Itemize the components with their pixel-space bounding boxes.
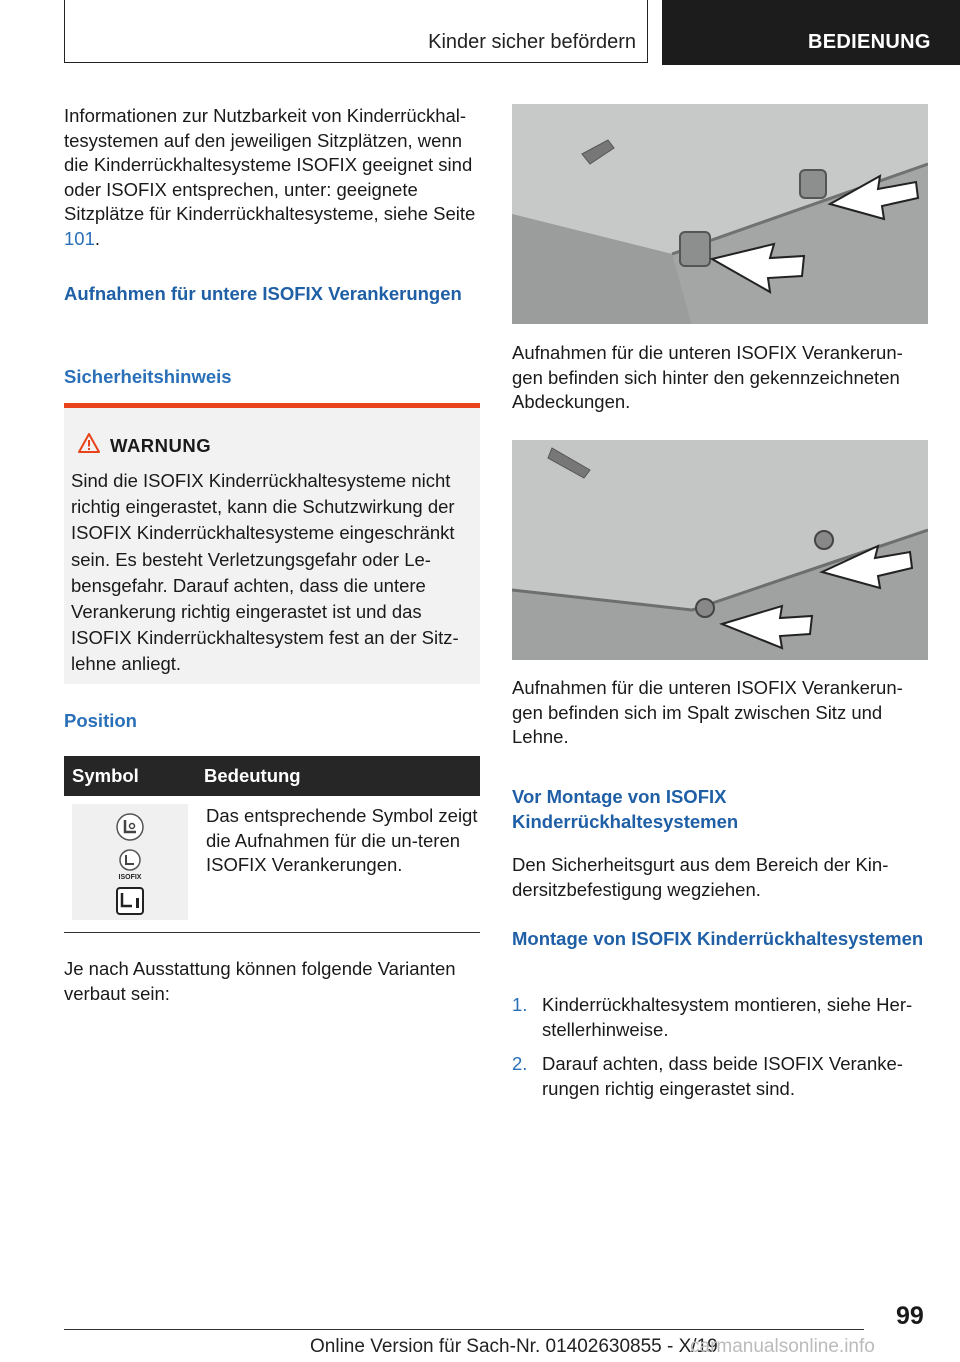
mounting-steps <box>512 993 928 1111</box>
heading-safety-note: Sicherheitshinweis <box>64 366 232 387</box>
isofix-label-icon <box>112 848 148 882</box>
heading-before-mounting: Vor Montage von ISOFIX Kinderrückhaltesystemen <box>512 786 739 832</box>
list-item: 2. Darauf achten, dass beide ISOFIX Veranke-rungen richtig eingerastet sind. <box>512 1053 903 1099</box>
heading-isofix-anchors: Aufnahmen für untere ISOFIX Verankerungen <box>64 283 462 304</box>
col-symbol: Symbol <box>64 756 196 796</box>
heading-mounting: Montage von ISOFIX Kinderrückhaltesystemen <box>512 928 924 949</box>
intro-text: Informationen zur Nutzbarkeit von Kinderrückhal-tesystemen auf den jeweiligen Sitzplätzen, wenn die Kinderrückhaltesysteme ISOFIX geeignet sind oder ISOFIX entsprechen, unter: geeignete Sitzplätze für Kinderrückhaltesysteme, siehe Seite <box>64 105 476 224</box>
chapter-tab <box>662 0 960 65</box>
chapter-tab-label: BEDIENUNG <box>808 31 931 53</box>
photo-seat-gap <box>512 440 928 660</box>
footer-text: Online Version für Sach-Nr. 01402630855 - X/19 <box>310 1336 718 1357</box>
variants-text: Je nach Ausstattung können folgende Varianten verbaut sein: <box>64 958 456 1004</box>
list-item: 1. Kinderrückhaltesystem montieren, siehe Her-stellerhinweise. <box>512 994 913 1040</box>
col-meaning: Bedeutung <box>196 756 480 796</box>
warning-text: Sind die ISOFIX Kinderrückhaltesysteme nicht richtig eingerastet, kann die Schutzwirkung der ISOFIX Kinderrückhaltesysteme eingeschränkt sein. Es besteht Verletzungsgefahr oder Le-bensgefahr. Darauf achten, dass die untere Verankerung richtig eingerastet ist und das ISOFIX Kinderrückhaltesystem fest an der Sitz-lehne anliegt. <box>71 470 459 675</box>
watermark: carmanualsonline.info <box>690 1336 875 1357</box>
warning-icon <box>77 432 101 454</box>
before-mounting-text: Den Sicherheitsgurt aus dem Bereich der Kin-dersitzbefestigung wegziehen. <box>512 854 889 900</box>
caption-covers: Aufnahmen für die unteren ISOFIX Verankerun-gen befinden sich hinter den gekennzeichneten Abdeckungen. <box>512 342 903 412</box>
isofix-symbols <box>72 804 188 920</box>
isofix-anchor-icon <box>115 886 145 916</box>
table-row <box>64 796 480 933</box>
isofix-seat-icon <box>115 812 145 842</box>
page-number: 99 <box>896 1302 924 1330</box>
caption-gap: Aufnahmen für die unteren ISOFIX Verankerun-gen befinden sich im Spalt zwischen Sitz und Lehne. <box>512 677 903 747</box>
intro-paragraph <box>64 104 480 251</box>
page-link[interactable]: 101 <box>64 227 95 249</box>
intro-end: . <box>94 227 101 249</box>
footer-divider <box>64 1329 864 1330</box>
photo-seat-covers <box>512 104 928 324</box>
svg-text:ISOFIX: ISOFIX <box>118 874 142 881</box>
section-title: Kinder sicher befördern <box>428 31 636 53</box>
heading-position: Position <box>64 710 137 731</box>
warning-title: WARNUNG <box>110 435 212 456</box>
table-cell-meaning: Das entsprechende Symbol zeigt die Aufnahmen für die un-teren ISOFIX Verankerungen. <box>206 805 478 875</box>
warning-box <box>64 403 480 684</box>
symbol-table <box>64 756 480 933</box>
